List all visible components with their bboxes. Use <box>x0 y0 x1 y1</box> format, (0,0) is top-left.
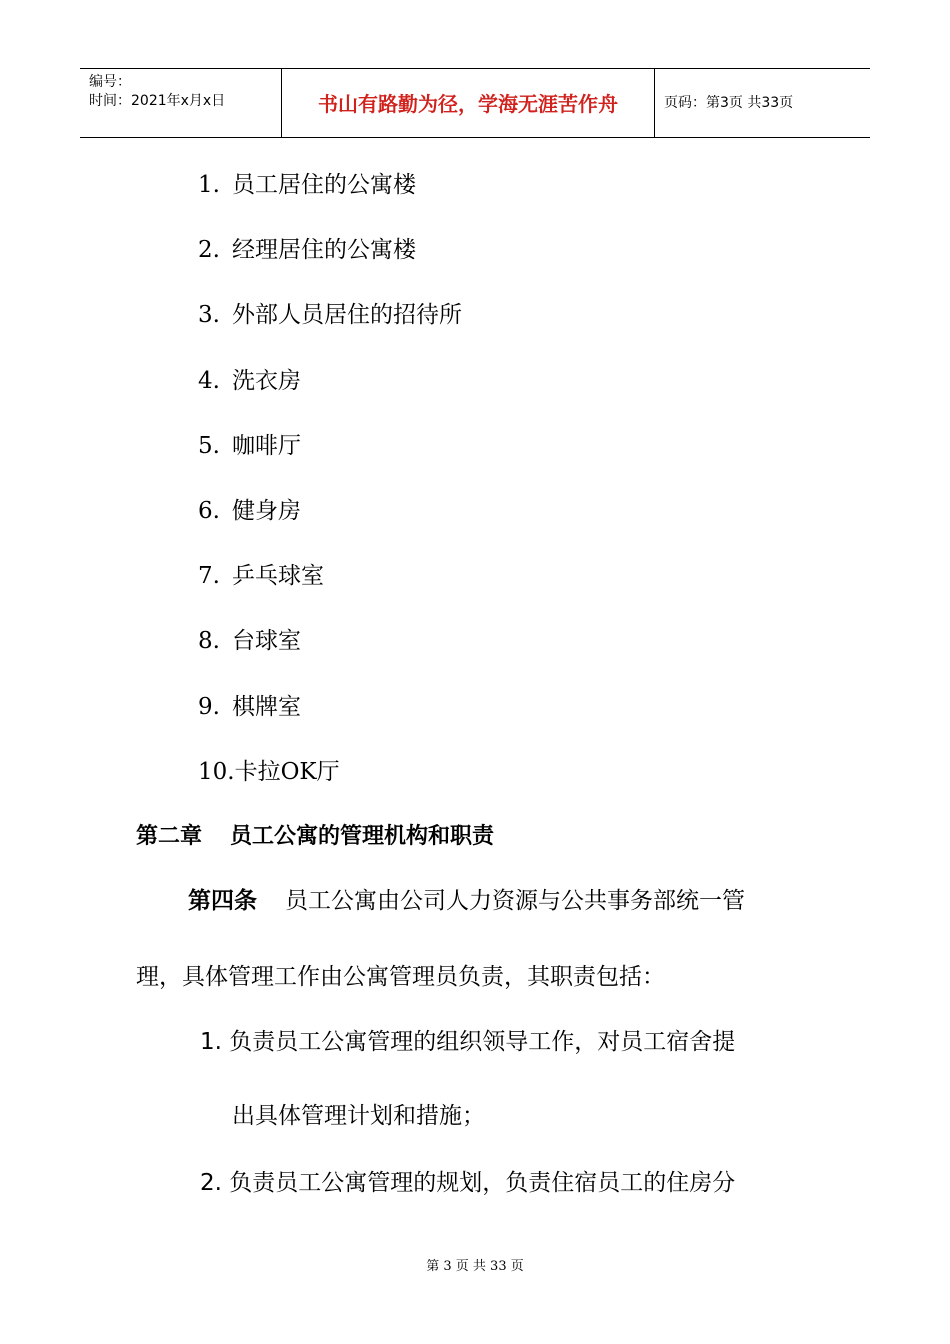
list-item-number: 6. <box>198 498 220 524</box>
chapter-title: 员工公寓的管理机构和职责 <box>230 824 495 849</box>
list-item-text: 乒乓球室 <box>232 563 324 589</box>
list-item <box>198 366 301 396</box>
chapter-number: 第二章 <box>136 824 203 849</box>
list-item-number: 9. <box>198 694 220 720</box>
list-item <box>198 235 416 265</box>
header-motto: 书山有路勤为径，学海无涯苦作舟 <box>318 92 618 116</box>
article-text-line1: 员工公寓由公司人力资源与公共事务部统一管 <box>285 888 745 914</box>
page-header <box>80 68 870 138</box>
header-motto-cell <box>282 69 655 137</box>
list-item <box>198 692 301 722</box>
list-item <box>198 626 301 656</box>
list-item-number: 2. <box>198 237 220 263</box>
list-item-text: 卡拉OK厅 <box>234 759 340 785</box>
list-item-text: 棋牌室 <box>232 694 301 720</box>
duty-item-line: 2. 负责员工公寓管理的规划，负责住宿员工的住房分 <box>200 1170 736 1196</box>
list-item-text: 咖啡厅 <box>232 433 301 459</box>
duty-item-continuation: 出具体管理计划和措施； <box>232 1103 485 1129</box>
list-item-text: 健身房 <box>232 498 301 524</box>
list-item-number: 3. <box>198 302 220 328</box>
list-item-number: 8. <box>198 628 220 654</box>
article-text-line2: 理，具体管理工作由公寓管理员负责，其职责包括： <box>136 964 665 990</box>
list-item <box>198 170 416 200</box>
list-item <box>198 757 340 787</box>
list-item <box>198 496 301 526</box>
header-page-cell <box>655 69 870 137</box>
list-item-number: 4. <box>198 368 220 394</box>
article-paragraph-line1 <box>188 886 745 916</box>
page-footer: 第 3 页 共 33 页 <box>426 1259 524 1274</box>
list-item-text: 外部人员居住的招待所 <box>232 302 462 328</box>
list-item-text: 洗衣房 <box>232 368 301 394</box>
article-lead: 第四条 <box>188 888 257 914</box>
header-page-info: 页码：第3页 共33页 <box>664 95 794 111</box>
list-item <box>198 561 324 591</box>
list-item <box>198 300 462 330</box>
list-item-number: 5. <box>198 433 220 459</box>
document-time-label: 时间：2021年x月x日 <box>89 93 226 109</box>
list-item-number: 7. <box>198 563 220 589</box>
list-item-text: 台球室 <box>232 628 301 654</box>
list-item-text: 经理居住的公寓楼 <box>232 237 416 263</box>
list-item-number: 1. <box>198 172 220 198</box>
header-meta-cell <box>80 69 282 137</box>
chapter-heading <box>136 822 494 852</box>
list-item <box>198 431 301 461</box>
duty-item-line: 1. 负责员工公寓管理的组织领导工作，对员工宿舍提 <box>200 1029 736 1055</box>
list-item-text: 员工居住的公寓楼 <box>232 172 416 198</box>
document-number-label: 编号： <box>89 74 131 90</box>
list-item-number: 10. <box>198 759 235 785</box>
